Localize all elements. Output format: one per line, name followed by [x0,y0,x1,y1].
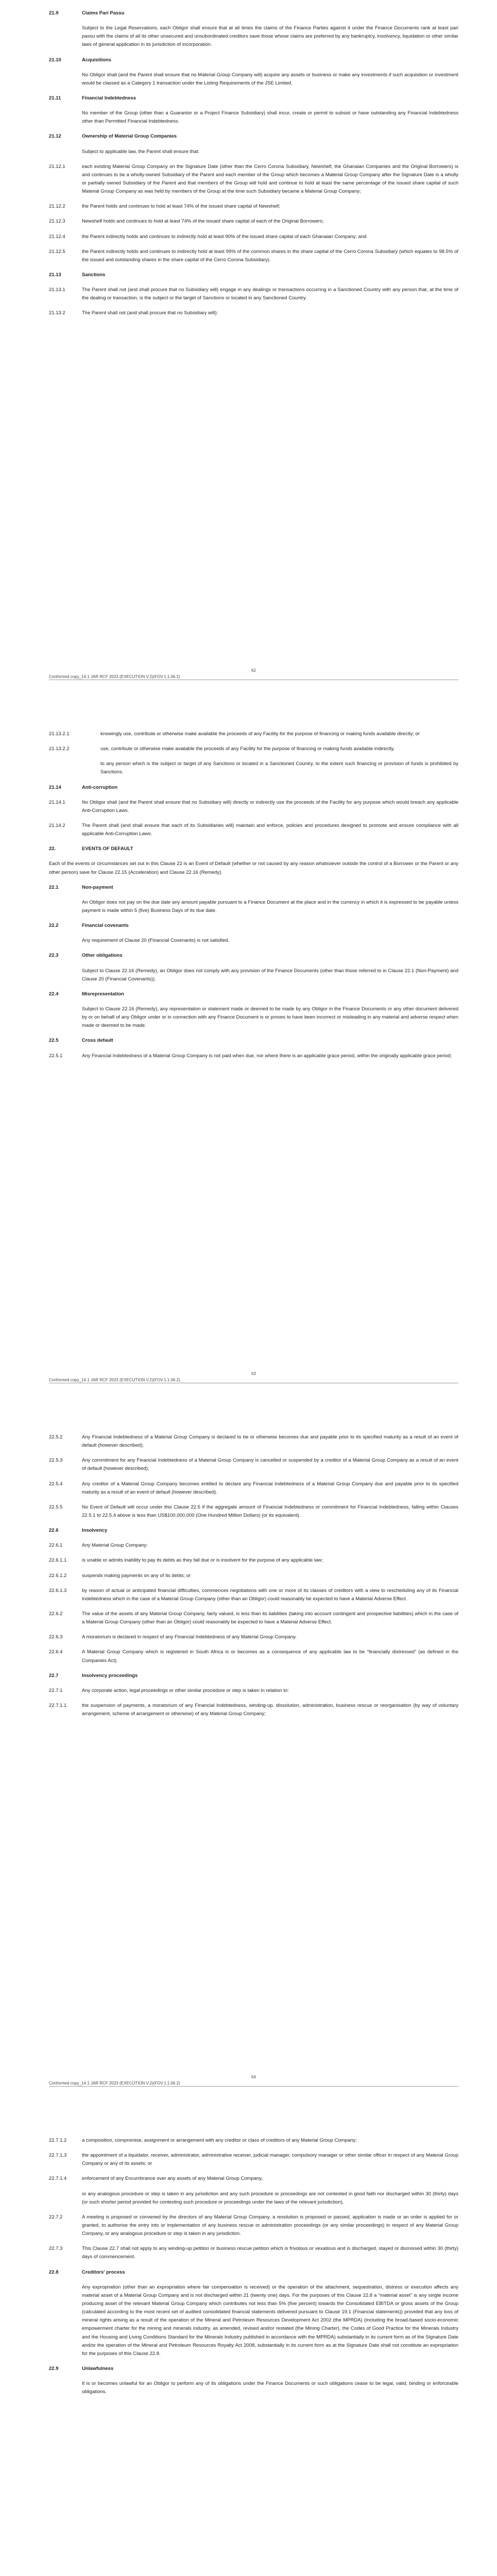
clause-item [49,1503,458,1520]
clause-number: 22.5.5 [49,1504,63,1510]
page-content [49,9,458,325]
page-number: 62 [251,668,256,673]
clause-text: No Obligor shall (and the Parent shall ensure that no Subsidiary will) directly or indirectly use the proceeds of the Facility for any purpose which would breach any applicable Anti-Corruption Laws. [82,799,458,814]
clause-text: A meeting is proposed or convened by the directors of any Material Group Company, a resolution is proposed or passed, application is made or an order is applied for or granted, to authorise the entry into or implementation of any business rescue or administration proceedings (or any similar proceedings) in respect of any Material Group Company, or any analogous procedure or step is taken in any jurisdiction. [82,2214,458,2237]
paragraph: Each of the events or circumstances set out in this Clause 22 is an Event of Default (whether or not caused by any reason whatsoever outside the control of a Borrower or the Parent or any other person) save for Clause 22.15 (Acceleration) and Clause 22.16 (Remedy). [49,861,458,875]
clause-item [49,1587,458,1603]
clause-item [49,2213,458,2238]
clause-text: the Parent indirectly holds and continues to indirectly hold at least 99% of the common shares in the share capital of the Cerro Corona Subsidiary (which equates to 98.5% of the issued and outstanding shares in the share capital of the Cerro Corona Subsidiary). [82,248,458,263]
page-number: 63 [251,1371,256,1376]
paragraph: Any expropriation (other than an expropriation where fair compensation is received) or the operation of the attachment, sequestration, distress or execution affects any material asset of a Material Group Company and is not discharged within 21 (twenty one) days. For the purposes of this Clause 22.8 a “material asset” is any single income producing asset of the relevant Material Group Company which contributes not less than 5% (five percent) towards the Consolidated EBITDA or gross assets of the Group (calculated according to the most recent set of audited consolidated financial statements delivered pursuant to Clause 19.1 (Financial statements)) provided that any loss of mineral rights arising as a result of the operation of the Mineral and Petroleum Resources Development Act 2002 (the MPRDA) (including the broad-based socio-economic empowerment charter for the mining and minerals industry, as amended, revised and/or restated (the Mining Charter), the Codes of Good Practice for the Minerals Industry and the Housing and Living Conditions Standard for the Minerals Industry published in accordance with the MPRDA) substantially in its current form as of the Signature Date and/or the operation of the Mineral and Petroleum Resources Royalty Act 2008, substantially in its current form as at the Signature Date shall not constitute an expropriation for the purposes of this Clause 22.8. [82,2284,458,2357]
clause-title: EVENTS OF DEFAULT [82,846,133,852]
clause-number: 22.6.1.3 [49,1587,67,1594]
clause-number: 21.12.2 [49,204,65,210]
page-number: 64 [251,2075,256,2079]
clause-number: 22.5 [49,1038,59,1044]
clause-text: by reason of actual or anticipated financial difficulties, commences negotiations with one or more of its classes of creditors with a view to rescheduling any of its Financial Indebtedness which in the case of a Material Group Company (other than an Obligor) could reasonably be expected to have a Material Adverse Effect. [82,1587,458,1602]
clause-text: use, contribute or otherwise make available the proceeds of any Facility for the purpose of financing or making funds available indirectly, [100,746,395,752]
clause-title: Financial covenants [82,923,129,929]
page-content [49,730,458,1067]
clause-number: 22.6.1 [49,1543,63,1549]
clause-item [49,1433,458,1450]
document-page [0,703,497,1406]
clause-title: Acquisitions [82,57,112,63]
clause-item [49,217,458,226]
clause-number: 21.13 [49,272,61,278]
clause-number: 22. [49,846,56,852]
clause-number: 22.7.1.3 [49,2153,67,2159]
clause-title: Insolvency proceedings [82,1672,138,1679]
clause-text: Any Financial Indebtedness of a Material Group Company is declared to be or otherwise becomes due and payable prior to its specified maturity as a result of an event of default (however described); [82,1434,458,1449]
clause-text: No Event of Default will occur under this Clause 22.5 if the aggregate amount of Financial Indebtedness or commitment for Financial Indebtedness, falling within Clauses 22.5.1 to 22.5.4 above is less than US$100,000,000 (One Hundred Million Dollars) (or its equivalent). [82,1504,458,1518]
clause-item [49,1456,458,1473]
clause-title: Sanctions [82,272,106,278]
clause-text: This Clause 22.7 shall not apply to any winding-up petition or business rescue petition which is frivolous or vexatious and is discharged, stayed or dismissed within 30 (thirty) days of commencement. [82,2246,458,2260]
clause-number: 21.13.1 [49,287,65,293]
clause-heading [49,1037,458,1045]
clause-text: a composition, compromise, assignment or arrangement with any creditor or class of creditors of any Material Group Company; [82,2138,357,2143]
paragraph: Subject to Clause 22.16 (Remedy), any representation or statement made or deemed to be made by any Obligor in the Finance Documents or any other document delivered by or on behalf of any Obligor under or in connection with any Finance Document is or proves to have been incorrect or misleading in any material and adverse respect when made or deemed to be made. [82,1006,458,1029]
clause-item [49,1702,458,1718]
paragraph: Subject to applicable law, the Parent shall ensure that: [82,148,200,155]
page-content [49,1433,458,1725]
clause-number: 21.14.2 [49,822,65,828]
clause-item [49,1541,458,1550]
clause-heading [49,2365,458,2373]
clause-item [49,1633,458,1641]
clause-title: Claims Pari Passu [82,10,125,16]
clause-item [49,1687,458,1695]
clause-number: 22.7.2 [49,2214,63,2220]
footer-reference: Conformed copy_14.1 JAR RCF 2023 (EXECUTION V.2)(FOV.1.1.06.2) [49,1378,180,1382]
clause-number: 22.5.3 [49,1458,63,1464]
footer-rule [49,2086,458,2087]
clause-text: The Parent shall not (and shall procure that no Subsidiary will): [82,310,218,316]
clause-number: 22.7.1.1 [49,1702,67,1708]
clause-title: Other obligations [82,953,123,959]
clause-title: Creditors' process [82,2269,125,2275]
clause-number: 21.13.2.2 [49,746,70,752]
clause-number: 22.6.1.1 [49,1557,67,1564]
clause-text: is unable or admits inability to pay its debts as they fall due or is insolvent for the purpose of any applicable law; [82,1557,323,1564]
clause-number: 22.7.3 [49,2246,63,2252]
clause-number: 22.7 [49,1672,59,1679]
clause-title: Unlawfulness [82,2365,114,2371]
clause-heading [49,132,458,141]
clause-item [49,248,458,264]
clause-heading [49,271,458,279]
clause-item [49,1052,458,1060]
clause-text: The Parent shall not (and shall procure that no Subsidiary will) engage in any dealings or transactions occurring in a Sanctioned Country with any person that, at the time of the dealing or transaction, is the subject or the target of Sanctions or located in any Sanctioned Country. [82,287,458,301]
clause-heading [49,56,458,64]
clause-text: Any Financial Indebtedness of a Material Group Company is not paid when due, nor where there is an applicable grace period, within the originally applicable grace period; [82,1053,452,1059]
clause-item [49,799,458,815]
paragraph: It is or becomes unlawful for an Obligor to perform any of its obligations under the Finance Documents or such obligations cease to be legal, valid, binding or enforceable obligations. [82,2381,458,2395]
clause-heading [49,952,458,960]
paragraph: Subject to the Legal Reservations, each Obligor shall ensure that at all times the claims of the Finance Parties against it under the Finance Documents rank at least pari passu with the claims of all its other unsecured and unsubordinated creditors save those whose claims are preferred by any bankruptcy, insolvency, liquidation or other similar laws of general application in its jurisdiction of incorporation. [82,25,458,48]
document-page [0,0,497,703]
clause-number: 22.5.1 [49,1053,63,1059]
clause-item [49,2245,458,2261]
document-page [0,1406,497,2110]
clause-text: knowingly use, contribute or otherwise make available the proceeds of any Facility for the purpose of financing or making funds available directly; or [100,731,420,737]
clause-text: the Parent holds and continues to hold at least 74% of the issued share capital of Newshelf; [82,204,280,210]
clause-number: 21.12 [49,133,61,140]
clause-title: Insolvency [82,1528,108,1534]
clause-number: 22.8 [49,2269,59,2275]
clause-heading [49,1527,458,1535]
clause-number: 21.12.5 [49,248,65,255]
clause-item [49,1556,458,1565]
clause-number: 21.12.1 [49,163,65,170]
clause-heading [49,922,458,930]
clause-number: 21.9 [49,10,59,16]
clause-text: A Material Group Company which is registered in South Africa is or becomes as a consequence of any applicable law to be “financially distressed” (as defined in the Companies Act). [82,1649,458,1664]
clause-number: 21.13.2 [49,310,65,316]
clause-text: A moratorium is declared in respect of any Financial Indebtedness of any Material Group Company. [82,1634,297,1640]
clause-number: 22.6.3 [49,1634,63,1640]
clause-heading [49,845,458,853]
clause-number: 22.6.1.2 [49,1572,67,1579]
clause-number: 21.14.1 [49,799,65,805]
clause-number: 22.6.2 [49,1611,63,1617]
clause-number: 22.4 [49,991,59,997]
clause-item [49,286,458,302]
clause-number: 22.7.1.4 [49,2176,67,2182]
clause-heading [49,9,458,18]
clause-text: The Parent shall (and shall ensure that each of its Subsidiaries will) maintain and enforce, policies and procedures designed to promote and ensure compliance with all applicable Anti-Corruption Laws. [82,822,458,837]
clause-number: 21.13.2.1 [49,731,70,737]
clause-heading [49,990,458,998]
clause-text: the suspension of payments, a moratorium of any Financial Indebtedness, winding-up, dissolution, administration, business rescue or reorganisation (by way of voluntary arrangement, scheme of arrangement or otherwise) of any Material Group Company; [82,1702,458,1717]
clause-item [49,1480,458,1497]
clause-item [49,2137,458,2145]
footer-reference: Conformed copy_14.1 JAR RCF 2023 (EXECUTION V.2)(FOV.1.1.06.2) [49,2081,180,2086]
clause-number: 21.12.4 [49,233,65,240]
paragraph: Subject to Clause 22.16 (Remedy), an Obligor does not comply with any provision of the Finance Documents (other than those referred to in Clause 22.1 (Non-Payment) and Clause 20 (Financial Covenants)). [82,968,458,982]
clause-number: 22.9 [49,2365,59,2371]
paragraph: No member of the Group (other than a Guarantor or a Project Finance Subsidiary) shall incur, create or permit to subsist or have outstanding any Financial Indebtedness other than Permitted Financial Indebtedness. [82,110,458,125]
clause-heading [49,2268,458,2277]
clause-text: Any corporate action, legal proceedings or other similar procedure or step is taken in relation to: [82,1687,289,1693]
clause-number: 21.12.3 [49,218,65,225]
page-content [49,2137,458,2403]
clause-title: Non-payment [82,884,113,890]
clause-title: Misrepresentation [82,991,124,997]
footer-reference: Conformed copy_14.1 JAR RCF 2023 (EXECUTION V.2)(FOV.1.1.06.2) [49,674,180,679]
clause-title: Ownership of Material Group Companies [82,133,177,140]
clause-heading [49,1672,458,1680]
paragraph: to any person which is the subject or target of any Sanctions or located in a Sanctioned Country, to the extent such financing or provision of funds is prohibited by Sanctions. [100,761,458,775]
clause-item [49,730,458,738]
clause-title: Financial Indebtedness [82,95,136,101]
clause-item [49,163,458,196]
clause-item [49,1572,458,1580]
paragraph: or any analogous procedure or step is taken in any jurisdiction and any such procedure or proceedings are not contested in good faith nor discharged within 30 (thirty) days (or such shorter period provided for contesting such procedure or proceedings under the laws of the relevant jurisdiction). [82,2191,458,2205]
paragraph: An Obligor does not pay on the due date any amount payable pursuant to a Finance Document at the place and in the currency in which it is expressed to be payable unless payment is made within 5 (five) Business Days of its due date. [82,899,458,913]
clause-text: Newshelf holds and continues to hold at least 74% of the issued share capital of each of the Original Borrowers; [82,218,324,225]
clause-number: 22.5.2 [49,1434,63,1440]
document-page [0,2110,497,2576]
clause-item [49,2151,458,2168]
clause-text: the Parent indirectly holds and continues to indirectly hold at least 90% of the issued share capital of each Ghanaian Company; and [82,233,367,240]
clause-heading [49,94,458,103]
clause-heading [49,784,458,792]
clause-heading [49,884,458,892]
clause-number: 22.1 [49,884,59,890]
clause-item [49,1648,458,1665]
clause-item [49,202,458,211]
clause-text: the appointment of a liquidator, receiver, administrator, administrative receiver, judicial manager, compulsory manager or other similar officer in respect of any Material Group Company or any of its assets; or [82,2153,458,2167]
clause-number: 22.3 [49,953,59,959]
clause-item [49,309,458,317]
clause-item [49,745,458,753]
clause-number: 21.14 [49,784,61,790]
clause-number: 22.7.1 [49,1687,63,1693]
clause-item [49,2175,458,2183]
paragraph: No Obligor shall (and the Parent shall ensure that no Material Group Company will) acquire any assets or business or make any investments if such acquisition or investment would be classed as a Category 1 transaction under the Listing Requirements of the JSE Limited. [82,72,458,86]
clause-text: suspends making payments on any of its debts; or [82,1572,191,1579]
clause-number: 22.6.4 [49,1649,63,1655]
clause-title: Cross default [82,1038,113,1044]
clause-text: Any commitment for any Financial Indebtedness of a Material Group Company is cancelled or suspended by a creditor of a Material Group Company as a result of an event of default (however described); [82,1458,458,1472]
clause-text: Any creditor of a Material Group Company becomes entitled to declare any Financial Indebtedness of a Material Group Company due and payable prior to its specified maturity as a result of an event of default (however described). [82,1481,458,1495]
clause-number: 22.6 [49,1528,59,1534]
clause-item [49,233,458,241]
paragraph: Any requirement of Clause 20 (Financial Covenants) is not satisfied. [82,938,230,944]
clause-text: Any Material Group Company: [82,1543,148,1549]
clause-number: 21.10 [49,57,61,63]
clause-text: each existing Material Group Company on the Signature Date (other than the Cerro Corona Subsidiary, Newshelf, the Ghanaian Companies and the Original Borrowers) is and continues to be a wholly-owned Subsidiary of the Parent and each member of the Group which becomes a Material Group Company after the Signature Date is a wholly or partially owned Subsidiary of the Parent and that members of the Group will hold and continue to hold at least the same percentage of the issued share capital of such Material Group Company as was held by members of the Group at the time such Subsidiary became a Material Group Company; [82,163,458,195]
clause-text: The value of the assets of any Material Group Company, fairly valued, is less than its liabilities (taking into account contingent and prospective liabilities) which in the case of a Material Group Company (other than an Obligor) could reasonably be expected to have a Material Adverse Effect. [82,1611,458,1625]
clause-text: enforcement of any Encumbrance over any assets of any Material Group Company, [82,2176,263,2182]
clause-number: 22.2 [49,923,59,929]
clause-item [49,822,458,838]
clause-title: Anti-corruption [82,784,118,790]
clause-number: 22.5.4 [49,1481,63,1487]
clause-number: 21.11 [49,95,61,101]
clause-number: 22.7.1.2 [49,2138,67,2143]
clause-item [49,1610,458,1626]
